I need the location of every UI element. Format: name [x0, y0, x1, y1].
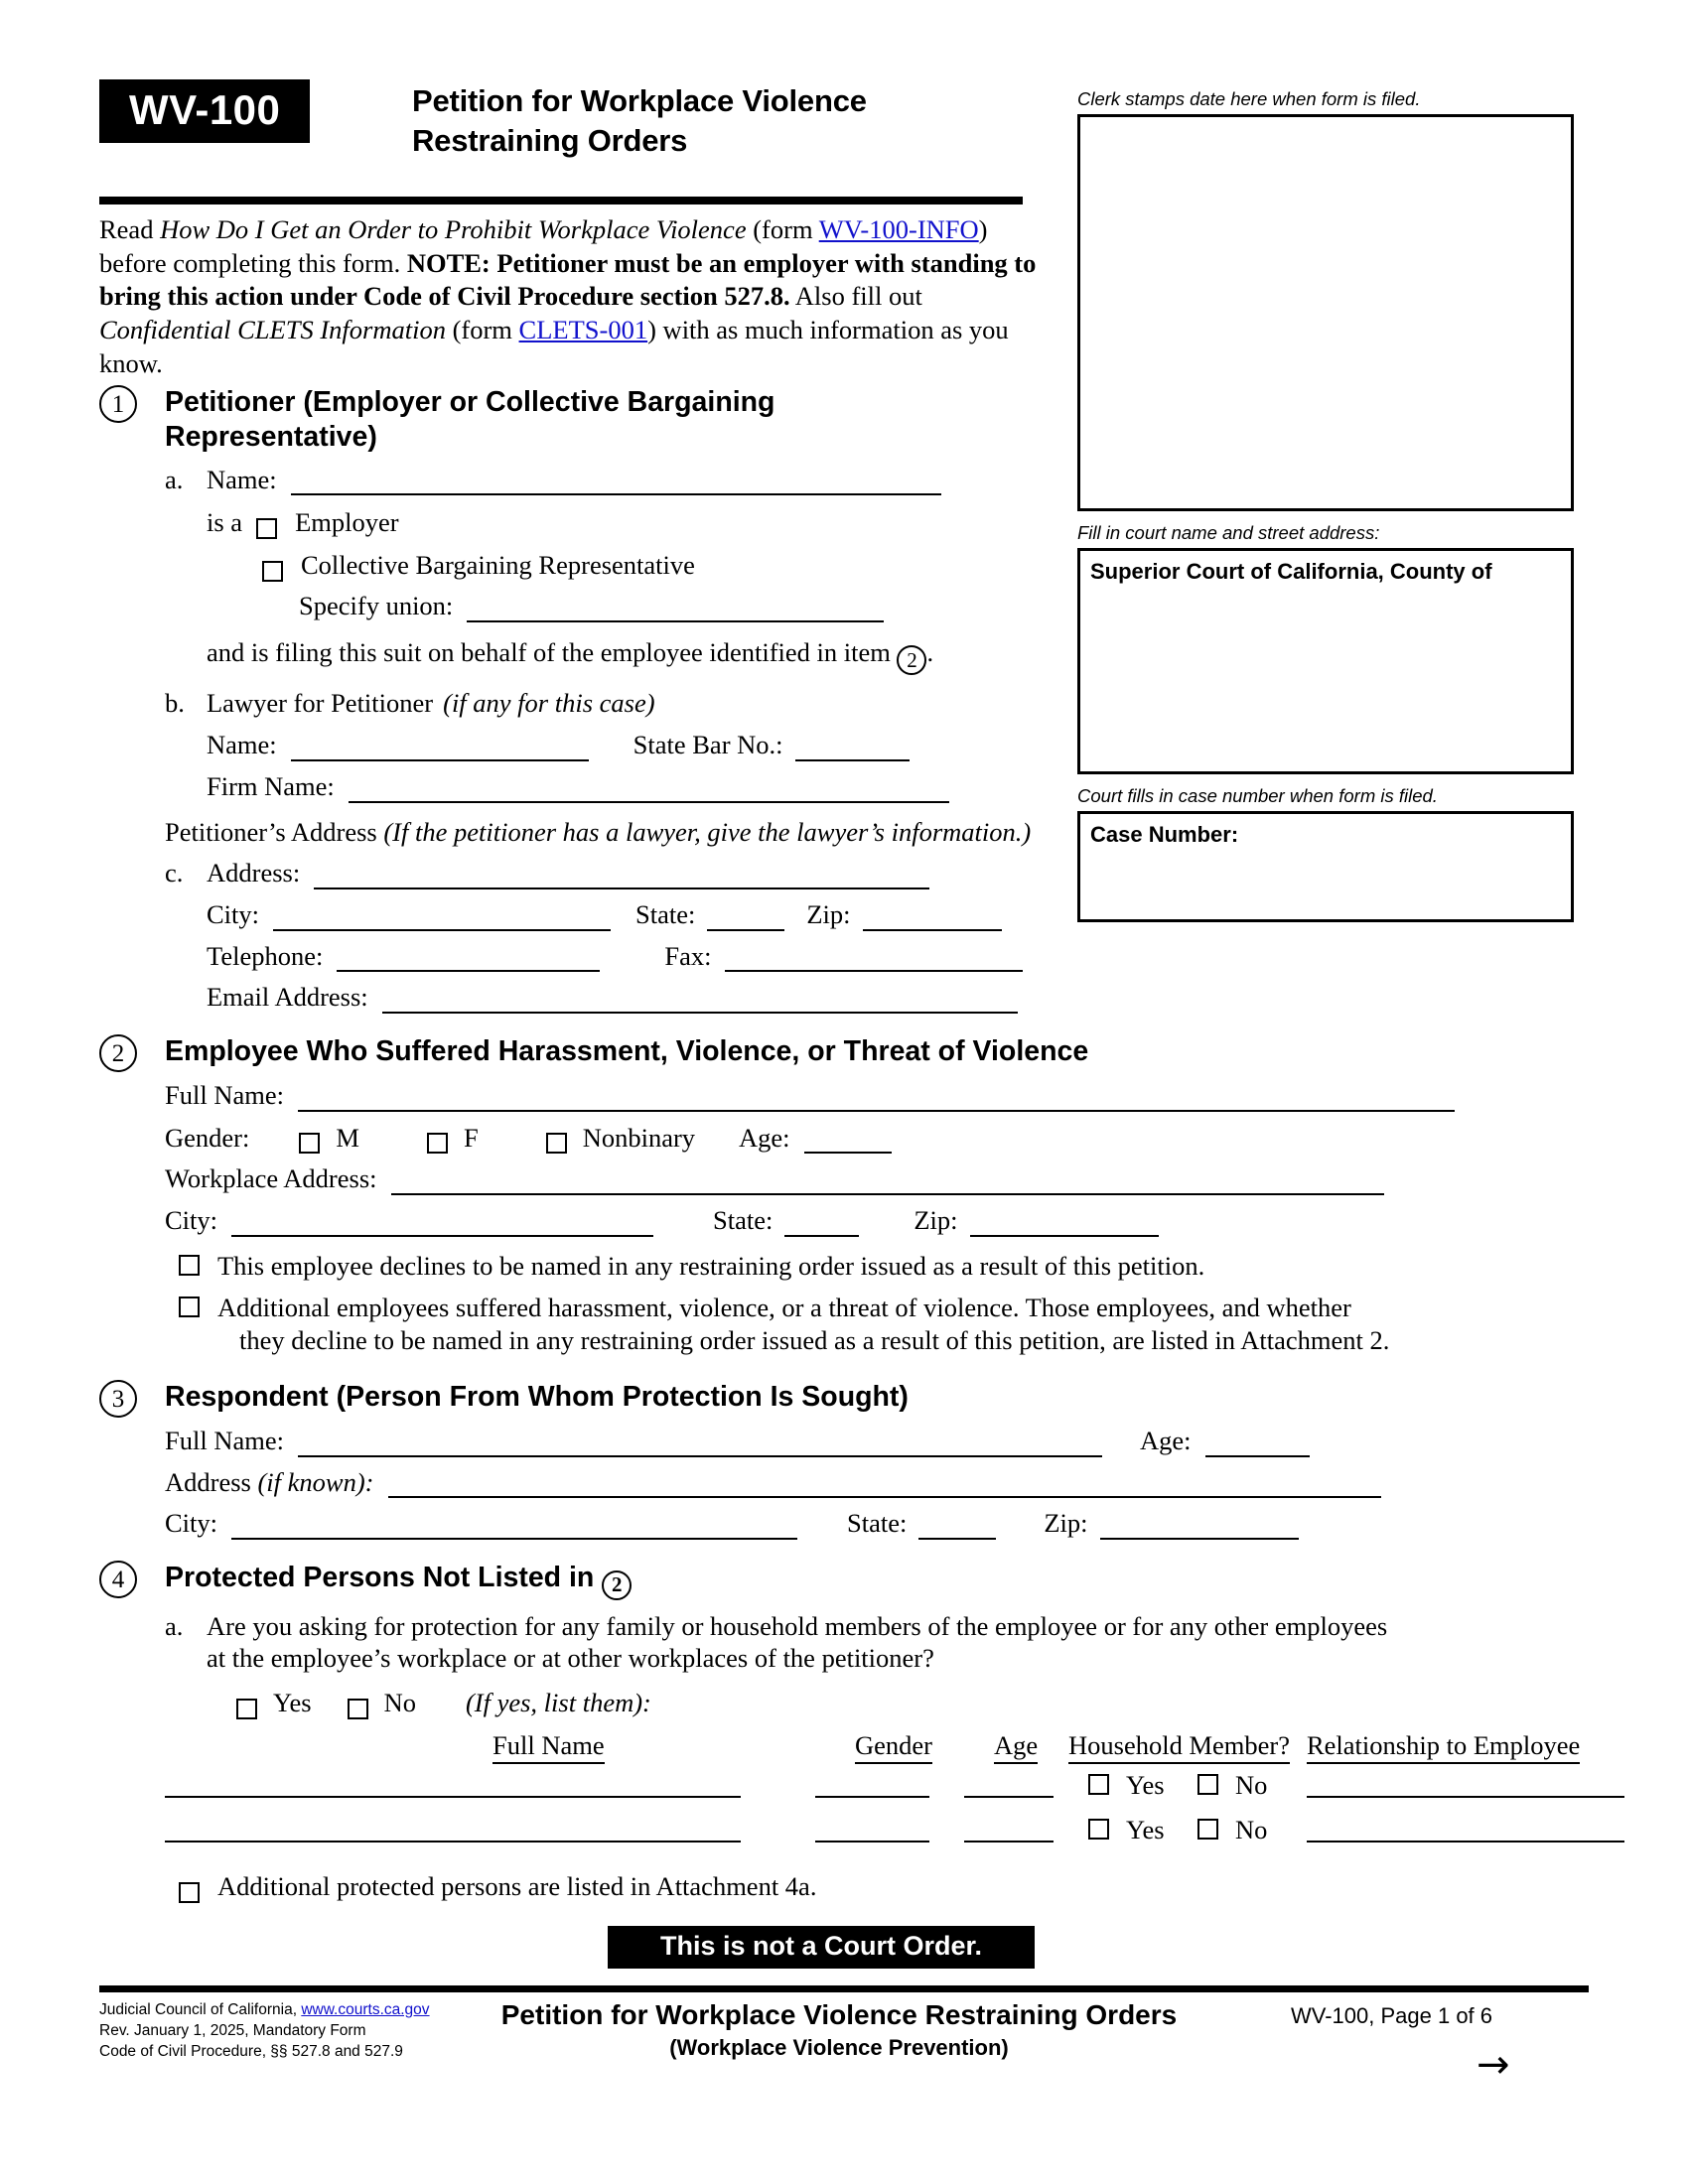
section-1a-letter: a.	[165, 464, 184, 494]
section-4-heading	[165, 1561, 1589, 1600]
column-header-age: Age	[994, 1729, 1038, 1764]
respondent-age-input[interactable]	[1205, 1454, 1310, 1457]
intro-paragraph	[99, 213, 1038, 380]
is-a-label: is a	[207, 507, 243, 538]
section-4-number-circle: 4	[99, 1561, 151, 1598]
section-4-protected-persons	[99, 1561, 1589, 1903]
respondent-state-label: State:	[847, 1508, 908, 1539]
employee-state-label: State:	[713, 1205, 774, 1236]
lawyer-for-petitioner-hint: (if any for this case)	[443, 688, 655, 719]
item-2-reference: 2	[897, 645, 926, 675]
intro-italic-title: How Do I Get an Order to Prohibit Workplace Violence	[160, 214, 747, 244]
petitioner-zip-input[interactable]	[863, 928, 1002, 931]
footer-revision-line: Rev. January 1, 2025, Mandatory Form	[99, 2022, 366, 2040]
respondent-city-input[interactable]	[231, 1537, 797, 1540]
respondent-zip-label: Zip:	[1044, 1508, 1088, 1539]
petitioner-email-label: Email Address:	[207, 982, 368, 1013]
petitioner-telephone-label: Telephone:	[207, 940, 324, 971]
row2-gender-input[interactable]	[815, 1840, 929, 1843]
respondent-state-input[interactable]	[918, 1537, 996, 1540]
intro-tail: ) with as much information as you know.	[99, 314, 1009, 378]
petitioner-name-input[interactable]	[291, 492, 941, 495]
header-divider-bar	[99, 197, 1023, 205]
petitioner-city-input[interactable]	[273, 928, 611, 931]
section-3-number-circle: 3	[99, 1380, 151, 1418]
employer-option-label: Employer	[295, 507, 399, 538]
employee-age-label: Age:	[739, 1122, 790, 1153]
clets-001-link[interactable]: CLETS-001	[518, 314, 648, 344]
respondent-zip-input[interactable]	[1100, 1537, 1299, 1540]
table-row	[165, 1814, 1589, 1858]
employee-full-name-label: Full Name:	[165, 1079, 284, 1110]
employee-declines-label: This employee declines to be named in any restraining order issued as a result of this petition.	[217, 1251, 1205, 1282]
filing-text-before: and is filing this suit on behalf of the employee identified in item	[207, 636, 898, 667]
respondent-age-label: Age:	[1139, 1425, 1192, 1455]
row2-household-yes-label: Yes	[1126, 1815, 1165, 1845]
employee-declines-checkbox[interactable]	[179, 1255, 200, 1276]
protection-yes-checkbox[interactable]	[236, 1699, 257, 1719]
filing-text-after: .	[926, 636, 934, 667]
protection-no-label: No	[383, 1688, 416, 1718]
intro-form-open2: (form	[445, 314, 519, 344]
section-1c-letter: c.	[165, 857, 184, 887]
section-1-heading-line1: Petitioner (Employer or Collective Bargaining	[165, 386, 775, 418]
employee-zip-label: Zip:	[914, 1205, 958, 1236]
row1-full-name-input[interactable]	[165, 1795, 741, 1798]
protection-yes-label: Yes	[273, 1688, 312, 1718]
collective-bargaining-option-label: Collective Bargaining Representative	[301, 550, 695, 581]
gender-male-checkbox[interactable]	[299, 1133, 320, 1154]
gender-male-label: M	[336, 1122, 359, 1153]
employee-declines-row	[179, 1250, 1579, 1283]
if-yes-list-them-hint: (If yes, list them):	[465, 1688, 651, 1718]
section-2-number-circle: 2	[99, 1034, 151, 1072]
column-header-gender: Gender	[855, 1729, 932, 1764]
form-header	[99, 79, 1023, 159]
form-title-line1: Petition for Workplace Violence	[412, 83, 867, 118]
specify-union-input[interactable]	[467, 619, 884, 622]
state-bar-input[interactable]	[795, 758, 910, 761]
section-4-item-2-reference: 2	[602, 1570, 632, 1600]
footer-center-block	[427, 1997, 1251, 2063]
respondent-address-input[interactable]	[388, 1495, 1381, 1498]
additional-protected-persons-label: Additional protected persons are listed in Attachment 4a.	[217, 1871, 817, 1902]
row1-household-yes-checkbox[interactable]	[1088, 1774, 1109, 1795]
section-4-heading-text: Protected Persons Not Listed in	[165, 1562, 603, 1593]
court-info-column	[1077, 87, 1574, 922]
workplace-address-label: Workplace Address:	[165, 1163, 377, 1194]
petitioner-address-heading-hint: (If the petitioner has a lawyer, give the lawyer’s information.)	[383, 817, 1032, 848]
additional-protected-persons-checkbox[interactable]	[179, 1882, 200, 1903]
firm-name-label: Firm Name:	[207, 771, 335, 802]
court-name-box[interactable]	[1077, 548, 1574, 774]
section-2-heading: Employee Who Suffered Harassment, Violence, or Threat of Violence	[165, 1035, 1089, 1067]
additional-employees-row	[179, 1292, 1579, 1357]
section-2-employee	[99, 1034, 1579, 1357]
row2-relationship-input[interactable]	[1307, 1840, 1624, 1843]
gender-nonbinary-checkbox[interactable]	[546, 1133, 567, 1154]
petitioner-address-label: Address:	[207, 857, 301, 887]
employee-city-label: City:	[165, 1205, 218, 1236]
petitioner-telephone-input[interactable]	[337, 969, 600, 972]
lawyer-for-petitioner-label: Lawyer for Petitioner	[207, 688, 434, 719]
footer-judicial-council-line	[99, 1999, 430, 2020]
employee-city-input[interactable]	[231, 1234, 653, 1237]
footer-code-line: Code of Civil Procedure, §§ 527.8 and 527.9	[99, 2043, 403, 2061]
section-1-heading	[165, 385, 1028, 455]
intro-note-bold: NOTE: Petitioner must be an employer with standing to bring this action under Code of Civil Procedure section 527.8.	[99, 247, 1037, 312]
section-4a-question-line2: at the employee’s workplace or at other workplaces of the petitioner?	[207, 1643, 934, 1674]
footer-form-subtitle: (Workplace Violence Prevention)	[669, 2035, 1009, 2060]
workplace-address-input[interactable]	[391, 1192, 1384, 1195]
clerk-stamp-caption: Clerk stamps date here when form is filed.	[1077, 88, 1421, 109]
intro-italic-clets: Confidential CLETS Information	[99, 314, 446, 344]
section-1-petitioner	[99, 385, 1032, 1014]
footer-left-block	[99, 1999, 430, 2062]
wv-100-info-link[interactable]: WV-100-INFO	[818, 214, 979, 244]
employee-age-input[interactable]	[804, 1151, 892, 1154]
petitioner-address-heading	[165, 816, 1039, 849]
table-row	[165, 1769, 1589, 1814]
intro-form-open: (form	[746, 214, 819, 244]
court-name-caption: Fill in court name and street address:	[1077, 522, 1380, 544]
respondent-city-label: City:	[165, 1508, 218, 1539]
gender-female-checkbox[interactable]	[427, 1133, 448, 1154]
state-bar-label: State Bar No.:	[633, 730, 783, 760]
respondent-full-name-input[interactable]	[298, 1454, 1102, 1457]
row1-household-no-label: No	[1235, 1770, 1268, 1801]
protection-no-checkbox[interactable]	[348, 1699, 368, 1719]
row1-household-yes-label: Yes	[1126, 1770, 1165, 1801]
specify-union-label: Specify union:	[299, 591, 454, 621]
section-3-heading: Respondent (Person From Whom Protection Is Sought)	[165, 1381, 909, 1413]
next-page-arrow-icon: →	[1477, 2042, 1510, 2088]
row1-gender-input[interactable]	[815, 1795, 929, 1798]
footer-page-indicator: WV-100, Page 1 of 6	[1291, 2003, 1493, 2028]
row2-household-no-label: No	[1235, 1815, 1268, 1845]
petitioner-email-input[interactable]	[382, 1011, 1018, 1014]
clerk-stamp-box[interactable]	[1077, 114, 1574, 511]
court-name-value: Superior Court of California, County of	[1090, 559, 1492, 585]
respondent-address-label: Address (if known):	[165, 1466, 374, 1497]
respondent-full-name-label: Full Name:	[165, 1425, 284, 1455]
case-number-caption: Court fills in case number when form is filed.	[1077, 785, 1438, 807]
employee-zip-input[interactable]	[970, 1234, 1159, 1237]
section-1b-letter: b.	[165, 688, 185, 719]
case-number-label: Case Number:	[1090, 822, 1239, 848]
petitioner-name-label: Name:	[207, 464, 277, 494]
row1-relationship-input[interactable]	[1307, 1795, 1624, 1798]
petitioner-state-label: State:	[635, 898, 696, 929]
section-4a-question-line1: Are you asking for protection for any family or household members of the employee or for any other employees	[207, 1610, 1388, 1641]
case-number-box[interactable]	[1077, 811, 1574, 922]
row2-household-yes-checkbox[interactable]	[1088, 1819, 1109, 1840]
form-title	[412, 81, 867, 162]
employee-full-name-input[interactable]	[298, 1109, 1455, 1112]
filing-on-behalf-text	[207, 636, 1028, 676]
employer-checkbox[interactable]	[256, 518, 277, 539]
footer-form-title: Petition for Workplace Violence Restraining Orders	[500, 1999, 1178, 2030]
petitioner-address-heading-text: Petitioner’s Address	[165, 817, 377, 848]
footer-judicial-council-text: Judicial Council of California,	[99, 2001, 302, 2018]
column-header-full-name: Full Name	[492, 1729, 605, 1764]
protected-persons-table-header	[165, 1729, 1589, 1769]
lawyer-name-input[interactable]	[291, 758, 589, 761]
row2-age-input[interactable]	[964, 1840, 1054, 1843]
row2-full-name-input[interactable]	[165, 1840, 741, 1843]
employee-state-input[interactable]	[784, 1234, 859, 1237]
form-title-line2: Restraining Orders	[412, 123, 688, 159]
lawyer-name-label: Name:	[207, 730, 277, 760]
column-header-household-member: Household Member?	[1068, 1729, 1290, 1764]
firm-name-input[interactable]	[349, 800, 949, 803]
not-a-court-order-banner: This is not a Court Order.	[608, 1926, 1035, 1969]
petitioner-zip-label: Zip:	[806, 898, 851, 929]
form-number-badge: WV-100	[99, 79, 310, 143]
additional-employees-label-line2: they decline to be named in any restraining order issued as a result of this petition, are listed in Attachment 2.	[239, 1324, 1390, 1355]
row1-household-no-checkbox[interactable]	[1197, 1774, 1218, 1795]
additional-protected-persons-row	[179, 1870, 1589, 1903]
gender-nonbinary-label: Nonbinary	[582, 1122, 696, 1153]
courts-ca-gov-link[interactable]: www.courts.ca.gov	[301, 2001, 430, 2018]
section-1-heading-line2: Representative)	[165, 420, 377, 453]
petitioner-fax-input[interactable]	[725, 969, 1023, 972]
column-header-relationship: Relationship to Employee	[1307, 1729, 1580, 1764]
intro-also: Also fill out	[789, 281, 922, 312]
row1-age-input[interactable]	[964, 1795, 1054, 1798]
section-1-number-circle: 1	[99, 385, 151, 423]
petitioner-state-input[interactable]	[707, 928, 784, 931]
additional-employees-label-line1: Additional employees suffered harassment, violence, or a threat of violence. Those employees, and whether	[217, 1293, 1351, 1323]
section-4a-letter: a.	[165, 1610, 184, 1641]
employee-gender-label: Gender:	[165, 1122, 250, 1153]
row2-household-no-checkbox[interactable]	[1197, 1819, 1218, 1840]
gender-female-label: F	[463, 1122, 479, 1153]
petitioner-fax-label: Fax:	[664, 940, 712, 971]
petitioner-city-label: City:	[207, 898, 260, 929]
intro-after-link: ) before completing this form.	[99, 214, 988, 278]
petitioner-address-input[interactable]	[314, 887, 929, 889]
footer-divider-bar	[99, 1985, 1589, 1992]
section-3-respondent	[99, 1380, 1579, 1540]
collective-bargaining-checkbox[interactable]	[262, 561, 283, 582]
additional-employees-checkbox[interactable]	[179, 1297, 200, 1317]
intro-read: Read	[99, 214, 161, 244]
